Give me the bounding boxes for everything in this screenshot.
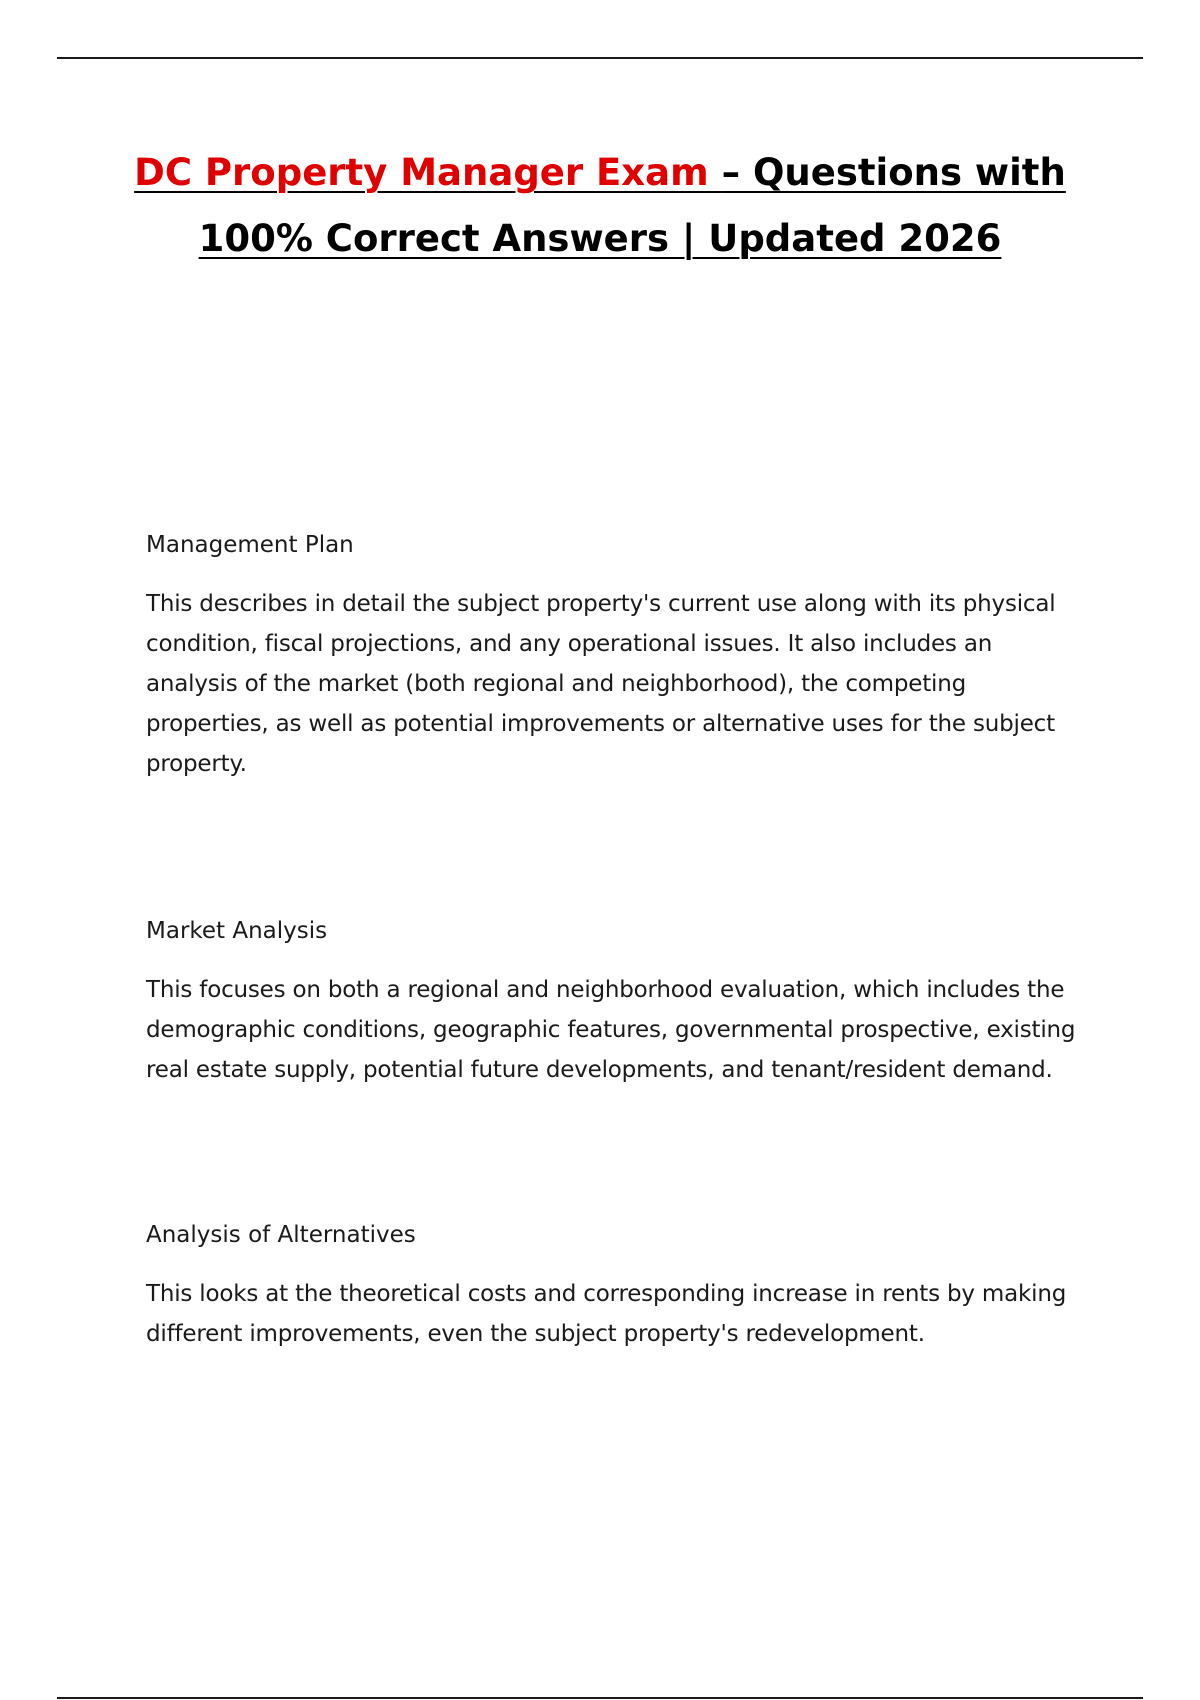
document-title <box>120 140 1080 272</box>
document-title-rest: – Questions with 100% Correct Answers | Updated 2026 <box>198 151 1066 260</box>
section-heading: Management Plan <box>146 532 354 558</box>
section-heading: Market Analysis <box>146 918 328 944</box>
section-body: This focuses on both a regional and neighborhood evaluation, which includes the demographic conditions, geographic features, governmental prospective, existing real estate supply, potential future developments, and tenant/resident demand. <box>146 977 1076 1083</box>
section-management-plan <box>146 530 1086 784</box>
section-heading: Analysis of Alternatives <box>146 1222 416 1248</box>
section-analysis-of-alternatives <box>146 1220 1086 1354</box>
section-market-analysis <box>146 916 1086 1090</box>
section-body: This looks at the theoretical costs and corresponding increase in rents by making different improvements, even the subject property's redevelopment. <box>146 1281 1067 1347</box>
document-title-accent: DC Property Manager Exam <box>134 151 722 194</box>
section-body: This describes in detail the subject property's current use along with its physical condition, fiscal projections, and any operational issues. It also includes an analysis of the market (both regional and neighborhood), the competing properties, as well as potential improvements or alternative uses for the subject property. <box>146 591 1056 777</box>
bottom-rule <box>57 1697 1143 1699</box>
top-rule <box>57 57 1143 59</box>
